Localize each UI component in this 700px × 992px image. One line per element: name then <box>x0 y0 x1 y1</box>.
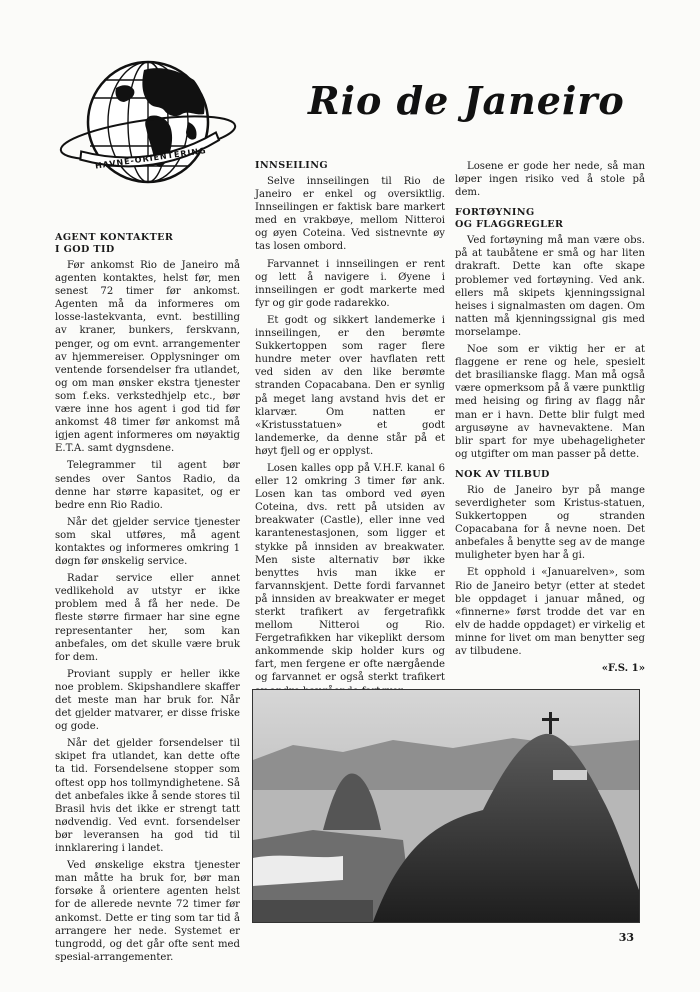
column-2 <box>255 160 445 702</box>
paragraph: Ved ønskelige ekstra tjenester man måtte ha bruk for, bør man forsøke å orientere agenten helst for de allerede nevnte 72 timer før ankomst. Dette er ting som tar tid å arrangere her nede. Systemet er tungrodd, og det går ofte sent med spesial-arrangementer. <box>55 860 240 963</box>
paragraph: Proviant supply er heller ikke noe problem. Skipshandlere skaffer det meste man har bruk for. Når det gjelder matvarer, er disse friske og gode. <box>55 668 240 733</box>
paragraph: Losene er gode her nede, så man løper ingen risiko ved å stole på dem. <box>455 161 645 199</box>
rio-landscape-photo <box>252 689 640 923</box>
paragraph: Losen kalles opp på V.H.F. kanal 6 eller 12 omkring 3 timer før ank. Losen kan tas ombord ved øyen Coteina, dvs. rett på utsiden av breakwater (Castle), eller inne ved karantenestasjonen, som ligger et stykke på innsiden av breakwater. Men siste alternativ bør ikke benyttes hvis man ikke er farvannskjent. Dette fordi farvannet på innsiden av breakwater er meget sterkt trafikert av fergetrafikk mellom Nitteroi og Rio. Fergetrafikken har vikeplikt dersom ankommende skip holder kurs og fart, men fergene er ofte nærgående og farvannet er også sterkt trafikert <box>255 462 445 684</box>
section-heading-innseiling: INNSEILING <box>255 160 328 171</box>
heading-line: AGENT KONTAKTER <box>55 232 174 243</box>
paragraph: Noe som er viktig her er at flaggene er rene og hele, spesielt det brasilianske flagg. Man må også være opmerksom på å være punktlig med heising og firing av flagg når man er i havn. Dette blir fulgt med argusøyne av havnevaktene. Man blir spart for mye ubehageligheter og utgifter om man passer på dette. <box>455 344 645 460</box>
paragraph: Et opphold i «Januarelven», som Rio de Janeiro betyr (etter at stedet ble oppdaget i januar måned, og «finnerne» først trodde det var en elv de hadde oppdaget) er virkelig et minne for livet om man benytter seg av tilbudene. <box>455 567 645 657</box>
heading-line: FORTØYNING <box>455 207 535 219</box>
paragraph: Telegrammer til agent bør sendes over Santos Radio, da denne har større kapasitet, og er bedre enn Rio Radio. <box>55 460 240 511</box>
paragraph: Når det gjelder service tjenester som skal utføres, må agent kontaktes og informeres omkring 1 døgn før ønskelig service. <box>55 516 240 568</box>
paragraph: Selve innseilingen til Rio de Janeiro er enkel og oversiktlig. Innseilingen er faktisk bare markert med en vrakbøye, mellom Nitteroi og øyen Coteina. Ved sistnevnte øy tas losen ombord. <box>255 176 445 253</box>
page-title: Rio de Janeiro <box>308 78 625 123</box>
heading-line: I GOD TID <box>55 244 115 255</box>
section-heading-agent <box>55 232 240 256</box>
section-heading-tilbud: NOK AV TILBUD <box>455 468 550 480</box>
paragraph: Før ankomst Rio de Janeiro må agenten kontaktes, helst før, men senest 72 timer før ankomst. Agenten må da informeres om losse-lastekvanta, evnt. bestilling av kraner, bunkers, ferskvann, penger, og om evnt. arrangementer av hjemmereiser. Opplysninger om ventende forsendelser fra utlandet, og om man ønsker ekstra tjenester som f.eks. verkstedhjelp etc., bør være inne hos agent i god tid før ankomst 48 timer før ankomst må igjen agent informeres om nøyaktig E.T.A. samt dygnsdene. <box>55 260 240 455</box>
column-1 <box>55 232 240 968</box>
paragraph: Radar service eller annet vedlikehold av utstyr er ikke problem med å få her nede. De fleste større firmaer har sine egne representanter her, som kan anbefales, om det skulle være bruk for dem. <box>55 573 240 663</box>
paragraph: Farvannet i innseilingen er rent og lett å navigere i. Øyene i innseilingen er godt markerte med fyr og gir gode radarekko. <box>255 258 445 309</box>
paragraph: Rio de Janeiro byr på mange severdigheter som Kristus-statuen, Sukkertoppen og stranden Copacabana for å nevne noen. Det anbefales å benytte seg av de mange muligheter byen har å gi. <box>455 484 645 562</box>
paragraph: Når det gjelder forsendelser til skipet fra utlandet, kan dette ofte ta tid. Forsendelsene stopper som oftest opp hos tollmyndighetene. Så det anbefales ikke å sende stores til Brasil hvis det ikke er strengt tatt nødvendig. Ved evnt. forsendelser bør leveransen ha god tid til innklarering i landet. <box>55 738 240 855</box>
paragraph: Et godt og sikkert landemerke i innseilingen, er den berømte Sukkertoppen som rager flere hundre meter over havflaten rett ved siden av den like berømte stranden Copacabana. Den er synlig på meget lang avstand hvis det er klarvær. Om natten er «Kristusstatuen» et godt landemerke, da denne står på et høyt fjell og er opplyst. <box>255 314 445 457</box>
column-3 <box>455 160 645 675</box>
paragraph: Ved fortøyning må man være obs. på at taubåtene er små og har liten drakraft. Dette kan ofte skape problemer ved fortøyning. Ved ank. ellers må skipets kjenningssignal heises i signalmasten om dagen. Om natten må kjenningssignal gis med morselampe. <box>455 235 645 338</box>
author-signature: «F.S. 1» <box>601 663 645 675</box>
section-heading-fortoyning <box>455 207 645 231</box>
logo-ring-text: HAVNE-ORIENTERING <box>94 146 208 171</box>
page-number: 33 <box>618 931 634 944</box>
heading-line: OG FLAGGREGLER <box>455 219 564 231</box>
globe-logo-icon <box>56 58 240 186</box>
